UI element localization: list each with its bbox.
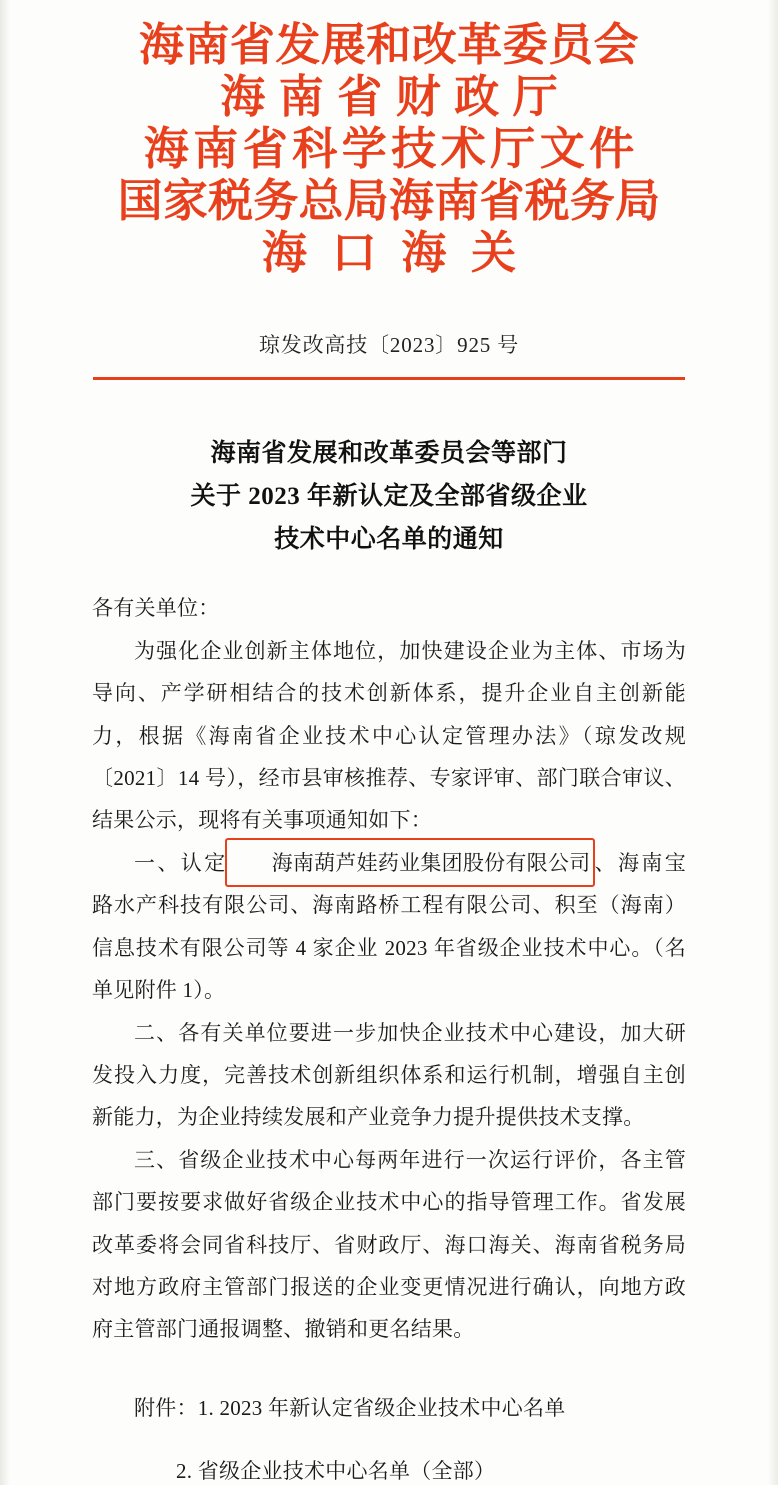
highlighted-company-name: 海南葫芦娃药业集团股份有限公司: [228, 842, 593, 884]
attachment-list: [92, 1387, 686, 1492]
letterhead-line-5: 海口海关: [261, 225, 541, 279]
item-one-prefix: 一、认定: [134, 850, 228, 875]
letterhead-line-3: 海南省科学技术厅文件: [143, 121, 639, 175]
attachment-line-1: [92, 1387, 686, 1429]
letterhead: [0, 0, 778, 279]
attachment-label: 附件：: [134, 1395, 198, 1420]
title-line-3: 技术中心名单的通知: [274, 526, 504, 554]
body-item-two: 二、各有关单位要进一步加快企业技术中心建设，加大研发投入力度，完善技术创新组织体系和运行机制，增强自主创新能力，为企业持续发展和产业竞争力提升提供技术支撑。: [92, 1020, 686, 1130]
document-body: [92, 587, 686, 1350]
title-line-1: 海南省发展和改革委员会等部门: [210, 440, 568, 468]
item-one-suffix: 、海南宝路水产科技有限公司、海南路桥工程有限公司、积至（海南）信息技术有限公司等 4 家企业 2023 年省级企业技术中心。（名单见附件 1）。: [92, 850, 686, 1003]
document-number: 琼发改高技〔2023〕925 号: [258, 333, 520, 358]
attachment-item-1: 1. 2023 年新认定省级企业技术中心名单: [197, 1395, 566, 1420]
body-paragraph-1: 为强化企业创新主体地位，加快建设企业为主体、市场为导向、产学研相结合的技术创新体系，提升企业自主创新能力，根据《海南省企业技术中心认定管理办法》（琼发改规〔2021〕14 号），经市县审核推荐、专家评审、部门联合审议、结果公示，现将有关事项通知如下：: [92, 638, 686, 833]
title-line-2: 关于 2023 年新认定及全部省级企业: [190, 483, 588, 511]
salutation: 各有关单位：: [92, 596, 220, 621]
body-item-three: 三、省级企业技术中心每两年进行一次运行评价，各主管部门要按要求做好省级企业技术中心的指导管理工作。省发展改革委将会同省科技厅、省财政厅、海口海关、海南省税务局对地方政府主管部门报送的企业变更情况进行确认，向地方政府主管部门通报调整、撤销和更名结果。: [92, 1147, 686, 1342]
page-title: [109, 432, 669, 561]
attachment-line-2: [92, 1450, 686, 1492]
attachment-item-2: 2. 省级企业技术中心名单（全部）: [176, 1458, 496, 1483]
letterhead-line-1: 海南省发展和改革委员会: [139, 18, 639, 71]
letterhead-line-4: 国家税务总局海南省税务局: [117, 173, 661, 227]
body-item-one: [92, 842, 686, 1012]
red-divider-rule: [93, 377, 685, 380]
letterhead-line-2: 海南省财政厅: [220, 69, 572, 123]
